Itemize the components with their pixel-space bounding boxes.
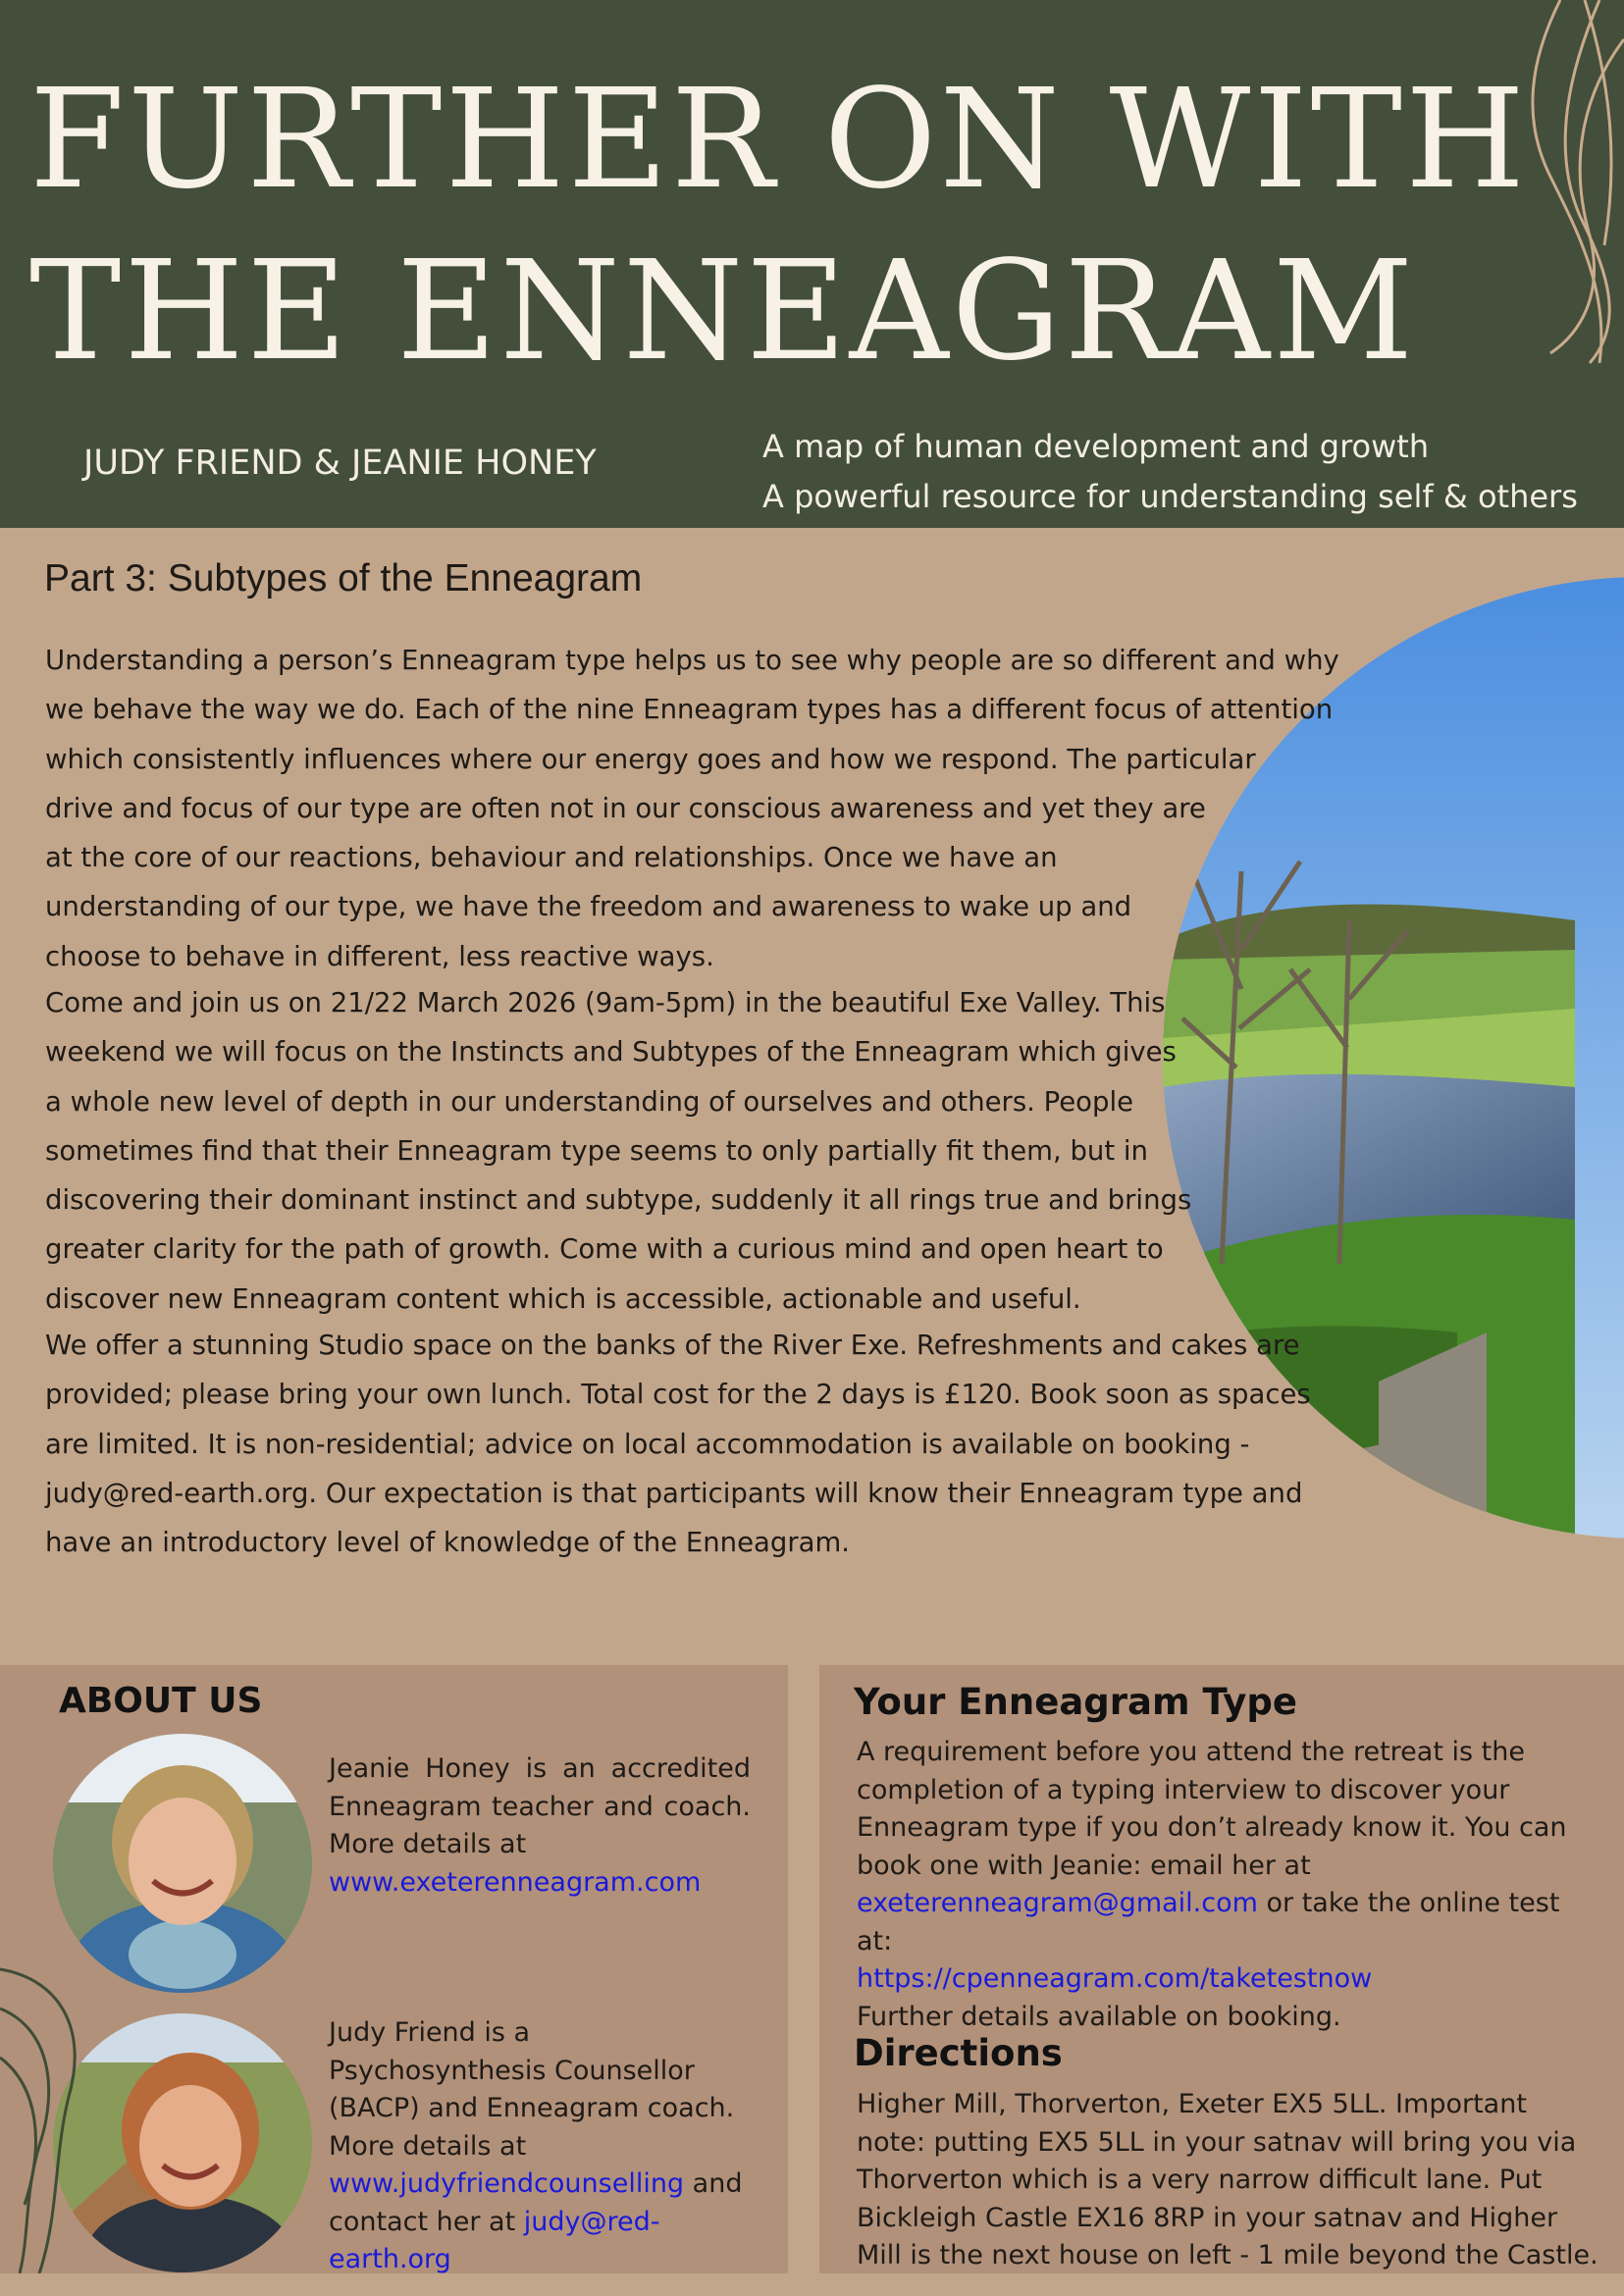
decorative-lines-icon [0, 1950, 108, 2273]
judy-bio-text: Judy Friend is a Psychosynthesis Counsellor (BACP) and Enneagram coach. More details at [329, 2017, 735, 2162]
text-line: sometimes find that their Enneagram type seems to only partially fit them, but in [45, 1134, 1148, 1167]
text-line: understanding of our type, we have the freedom and awareness to wake up and [45, 891, 1132, 923]
venue-paragraph [45, 1321, 1311, 1567]
jeanie-email-link[interactable]: exeterenneagram@gmail.com [857, 1888, 1258, 1918]
text-line: We offer a stunning Studio space on the banks of the River Exe. Refreshments and cakes are [45, 1330, 1300, 1361]
typing-requirement-text: A requirement before you attend the retreat is the completion of a typing interview to discover your Enneagram type if you don’t already know it. You can book one with Jeanie: email her at [857, 1737, 1567, 1881]
text-line: Understanding a person’s Enneagram type helps us to see why people are so different and why [45, 645, 1339, 676]
page-title [29, 54, 1528, 397]
judy-contact-text: and contact her at [329, 2168, 743, 2237]
text-line: judy@red-earth.org. Our expectation is that participants will know their Enneagram type and [45, 1477, 1303, 1509]
tagline-line-2: A powerful resource for understanding self & others [762, 478, 1578, 515]
decorative-lines-icon [1492, 0, 1624, 373]
booking-details-text: Further details available on booking. [857, 2001, 1341, 2032]
text-line: have an introductory level of knowledge of the Enneagram. [45, 1527, 851, 1559]
text-line: a whole new level of depth in our understanding of ourselves and others. People [45, 1085, 1134, 1118]
judy-bio [329, 2014, 751, 2273]
title-line-1: FURTHER ON WITH [29, 60, 1529, 220]
jeanie-bio [329, 1750, 751, 1902]
text-line: at the core of our reactions, behaviour and relationships. Once we have an [45, 842, 1058, 874]
text-line: which consistently influences where our energy goes and how we respond. The particular [45, 743, 1256, 775]
text-line: are limited. It is non-residential; advice on local accommodation is available on booking - [45, 1428, 1250, 1460]
online-test-text: or take the online test at: [857, 1888, 1560, 1957]
text-line: greater clarity for the path of growth. Come with a curious mind and open heart to [45, 1233, 1164, 1266]
text-line: Come and join us on 21/22 March 2026 (9am-5pm) in the beautiful Exe Valley. This [45, 987, 1166, 1018]
enneagram-type-panel [819, 1665, 1624, 2273]
text-line: we behave the way we do. Each of the nine Enneagram types has a different focus of attention [45, 694, 1334, 726]
directions-heading: Directions [854, 2032, 1063, 2074]
directions-text: Higher Mill, Thorverton, Exeter EX5 5LL. Important note: putting EX5 5LL in your satnav will bring you via Thorverton which is a very narrow difficult lane. Put Bickleigh Castle EX16 8RP in your satnav and Higher Mill is the next house on left - 1 mile beyond the Castle. [857, 2089, 1598, 2270]
text-line: discovering their dominant instinct and subtype, suddenly it all rings true and brings [45, 1184, 1192, 1217]
judy-email-link[interactable]: judy@red-earth.org [329, 2206, 660, 2273]
header-banner [0, 0, 1624, 528]
jeanie-bio-text: Jeanie Honey is an accredited Enneagram teacher and coach. More details at [329, 1753, 751, 1859]
main-content [0, 528, 1624, 1661]
enneagram-type-heading: Your Enneagram Type [854, 1681, 1297, 1723]
intro-paragraph [45, 636, 1339, 981]
text-line: discover new Enneagram content which is accessible, actionable and useful. [45, 1282, 1081, 1315]
authors: JUDY FRIEND & JEANIE HONEY [83, 444, 597, 483]
title-line-2: THE ENNEAGRAM [29, 232, 1417, 391]
text-line: drive and focus of our type are often not in our conscious awareness and yet they are [45, 792, 1206, 824]
about-us-heading: ABOUT US [59, 1681, 263, 1721]
judy-website-link[interactable]: www.judyfriendcounselling [329, 2168, 685, 2199]
section-title: Part 3: Subtypes of the Enneagram [44, 557, 643, 600]
enneagram-type-text [857, 1734, 1602, 2036]
jeanie-website-link[interactable]: www.exeterenneagram.com [329, 1866, 702, 1898]
event-paragraph [45, 978, 1191, 1324]
text-line: weekend we will focus on the Instincts and Subtypes of the Enneagram which gives [45, 1036, 1177, 1069]
online-test-link[interactable]: https://cpenneagram.com/taketestnow [857, 1963, 1373, 1994]
text-line: provided; please bring your own lunch. Total cost for the 2 days is £120. Book soon as spaces [45, 1379, 1311, 1411]
about-us-panel [0, 1665, 788, 2273]
text-line: choose to behave in different, less reactive ways. [45, 940, 714, 972]
tagline-line-1: A map of human development and growth [762, 428, 1430, 465]
tagline [762, 422, 1578, 522]
